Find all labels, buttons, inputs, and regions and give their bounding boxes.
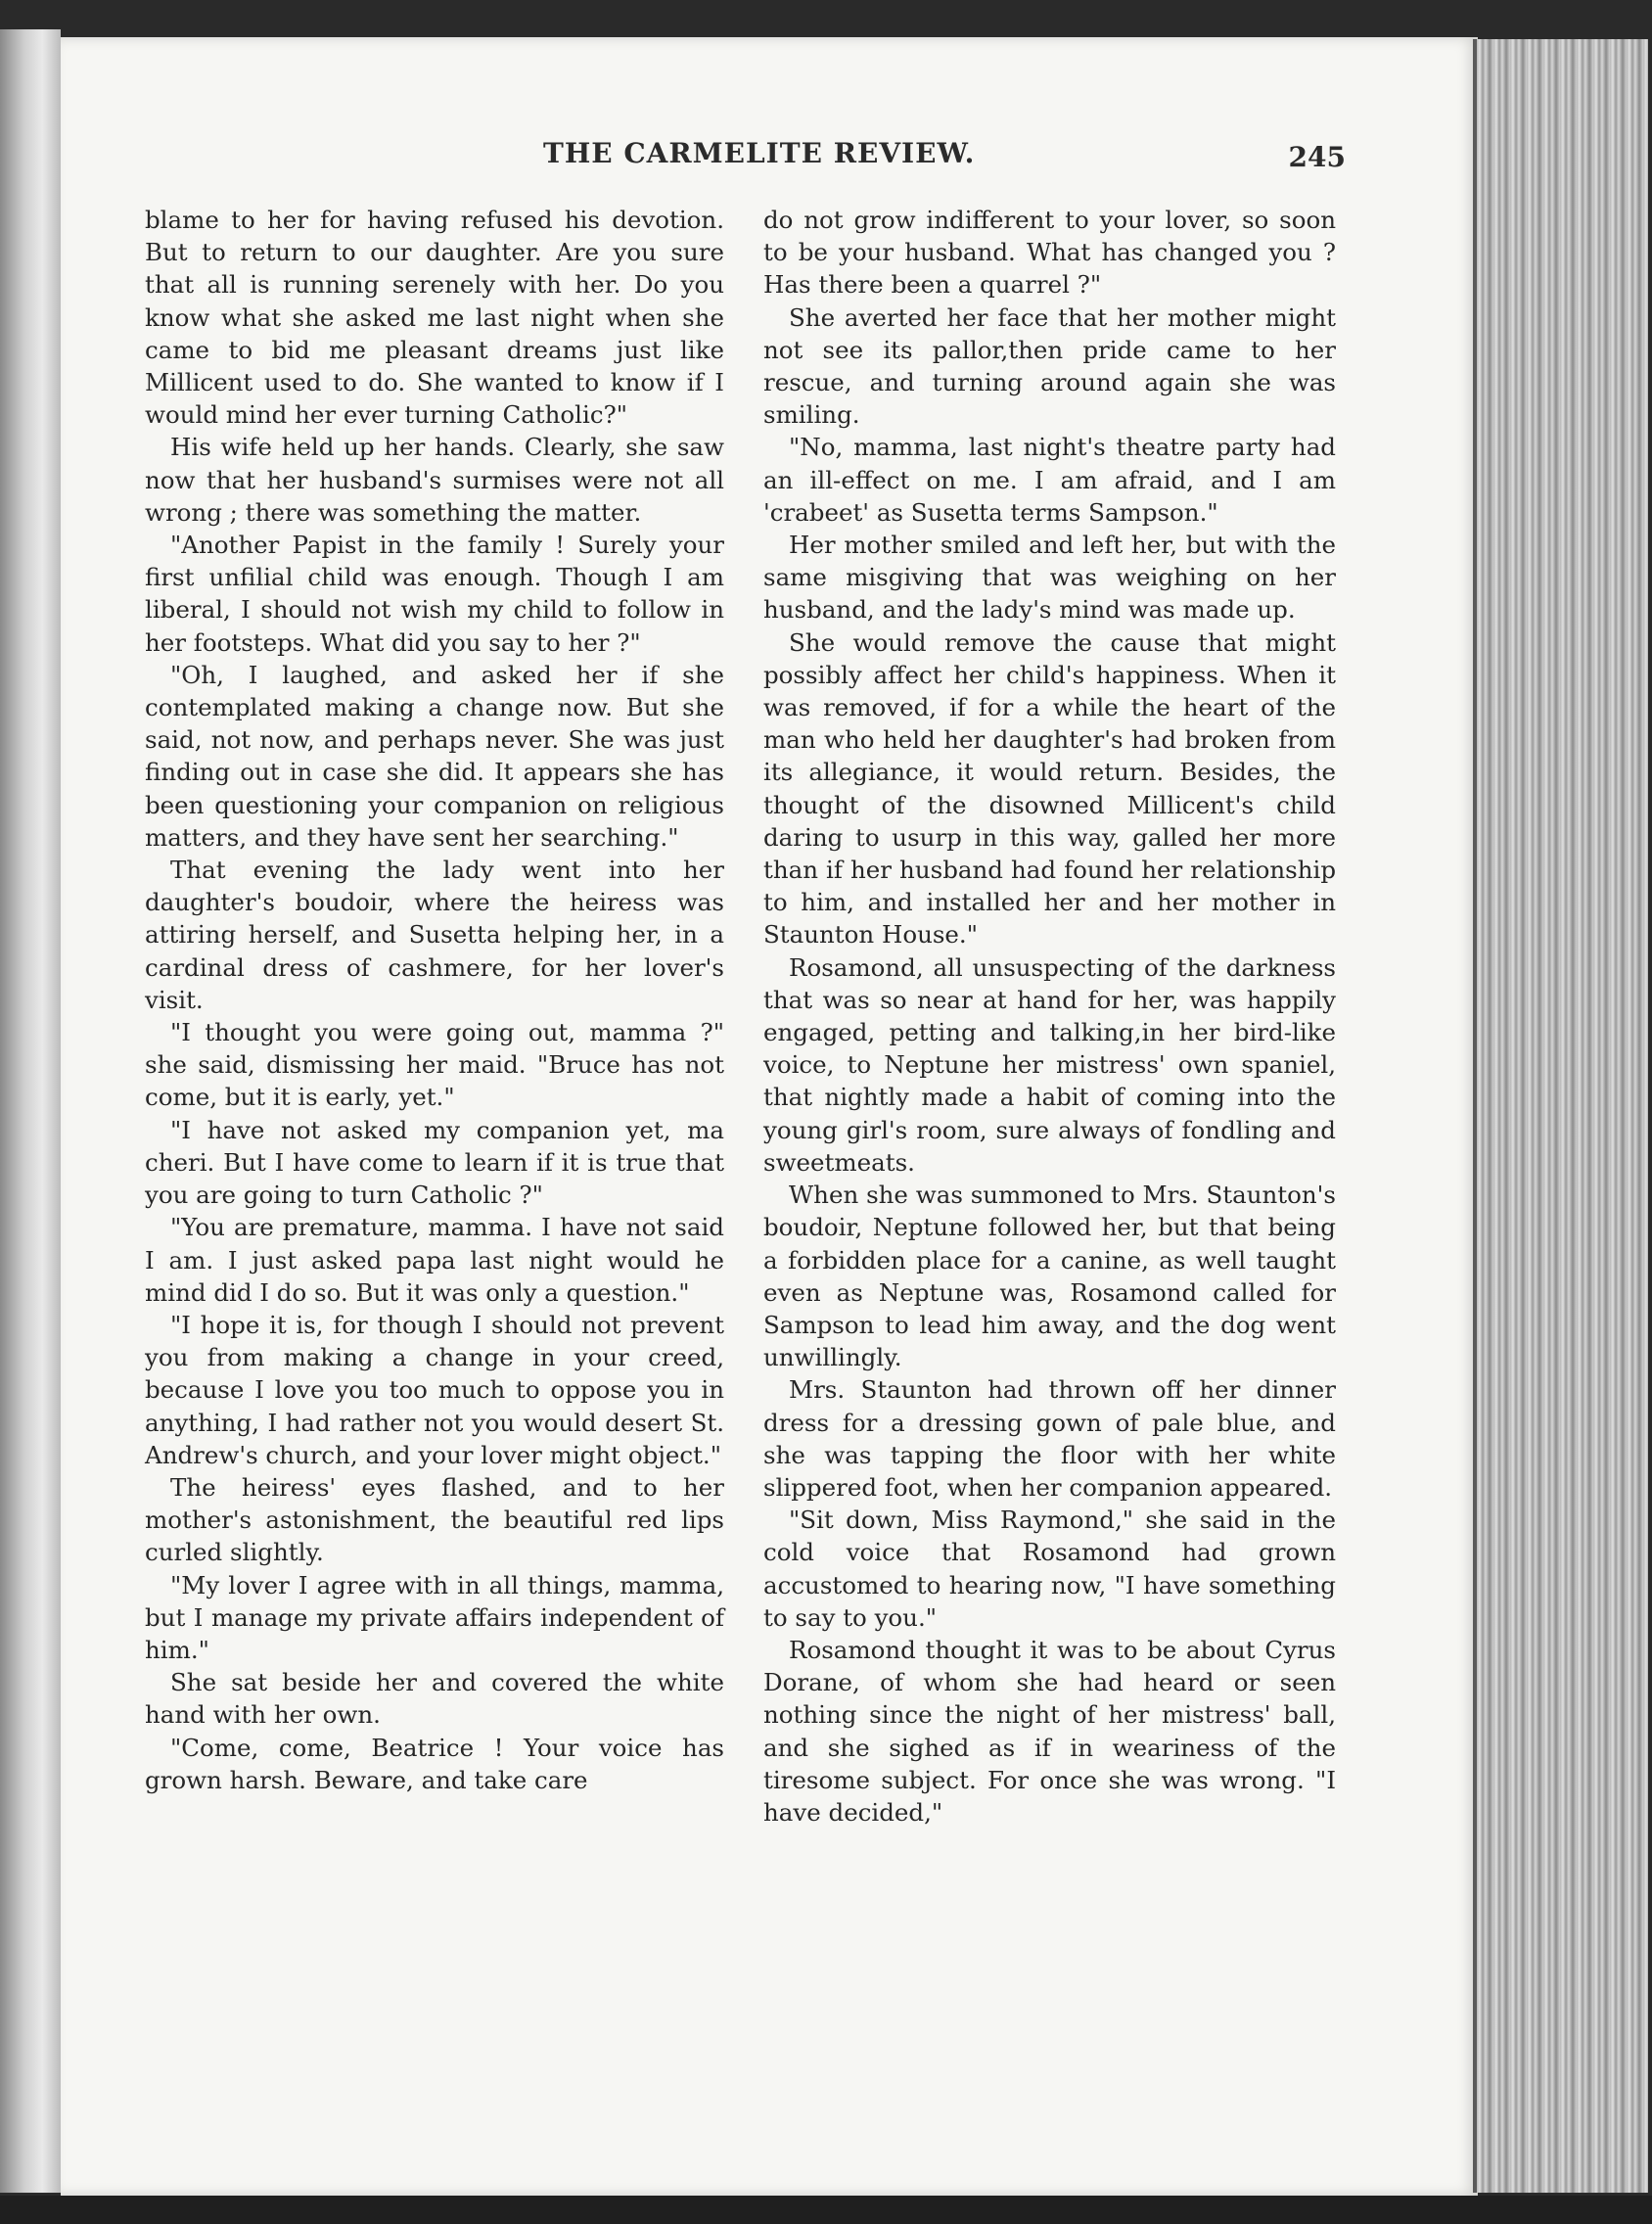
paragraph: Rosamond, all unsuspecting of the darkness that was so near at hand for her, was happily engaged, petting and talking,in her bird-like voice, to Neptune her mistress' own spaniel, that nightly made a habit of coming into the young girl's room, sure always of fondling and sweetmeats. (763, 952, 1336, 1177)
page-number: 245 (1288, 141, 1346, 173)
left-text-column (145, 204, 724, 2083)
paragraph: She sat beside her and covered the white hand with her own. (145, 1668, 724, 1730)
paragraph: do not grow indifferent to your lover, so soon to be your husband. What has changed you ? Has there been a quarrel ?" (763, 206, 1336, 300)
paragraph: "I have not asked my companion yet, ma cheri. But I have come to learn if it is true that you are going to turn Catholic ?" (145, 1115, 724, 1210)
paragraph: "I hope it is, for though I should not prevent you from making a change in your creed, because I love you too much to oppose you in anything, I had rather not you would desert St. Andrew's church, and your lover might object." (145, 1310, 724, 1469)
paragraph: "Sit down, Miss Raymond," she said in the cold voice that Rosamond had grown accustomed to hearing now, "I have something to say to you." (763, 1506, 1336, 1632)
journal-title: THE CARMELITE REVIEW. (543, 137, 976, 169)
paragraph: That evening the lady went into her daughter's boudoir, where the heiress was attiring herself, and Susetta helping her, in a cardinal dress of cashmere, for her lover's visit. (145, 856, 724, 1014)
paragraph: She would remove the cause that might possibly affect her child's happiness. When it was removed, if for a while the heart of the man who held her daughter's had broken from its allegiance, it would return. Besides, the thought of the disowned Millicent's child daring to usurp in this way, galled her more than if her husband had found her relationship to him, and installed her and her mother in Staunton House." (763, 627, 1336, 950)
paragraph: The heiress' eyes flashed, and to her mother's astonishment, the beautiful red lips curled slightly. (145, 1472, 724, 1567)
adjacent-page-edge (0, 29, 61, 2193)
paragraph: His wife held up her hands. Clearly, she saw now that her husband's surmises were not all wrong ; there was something the matter. (145, 433, 724, 527)
right-text-column (763, 204, 1336, 2083)
paragraph: Mrs. Staunton had thrown off her dinner dress for a dressing gown of pale blue, and she was tapping the floor with her white slippered foot, when her companion appeared. (763, 1375, 1336, 1502)
paragraph: She averted her face that her mother might not see its pallor,then pride came to her rescue, and turning around again she was smiling. (763, 302, 1336, 430)
paragraph: "No, mamma, last night's theatre party had an ill-effect on me. I am afraid, and I am 'crabeet' as Susetta terms Sampson." (763, 433, 1336, 527)
paragraph: Her mother smiled and left her, but with the same misgiving that was weighing on her husband, and the lady's mind was made up. (763, 531, 1336, 625)
paragraph: Rosamond thought it was to be about Cyrus Dorane, of whom she had heard or seen nothing since the night of her mistress' ball, and she sighed as if in weariness of the tiresome subject. For once she was wrong. "I have decided," (763, 1635, 1336, 1827)
paragraph: "I thought you were going out, mamma ?" she said, dismissing her maid. "Bruce has not come, but it is early, yet." (145, 1018, 724, 1112)
scan-border (0, 2196, 1652, 2224)
paragraph: When she was summoned to Mrs. Staunton's boudoir, Neptune followed her, but that being a forbidden place for a canine, as well taught even as Neptune was, Rosamond called for Sampson to lead him away, and the dog went unwillingly. (763, 1181, 1336, 1372)
paragraph: "You are premature, mamma. I have not said I am. I just asked papa last night would he mind did I do so. But it was only a question." (145, 1213, 724, 1307)
paragraph: blame to her for having refused his devotion. But to return to our daughter. Are you sure that all is running serenely with her. Do you know what she asked me last night when she came to bid me pleasant dreams just like Millicent used to do. She wanted to know if I would mind her ever turning Catholic?" (145, 206, 724, 430)
running-header (196, 137, 1346, 186)
paragraph: "Come, come, Beatrice ! Your voice has grown harsh. Beware, and take care (145, 1733, 724, 1794)
paragraph: "My lover I agree with in all things, mamma, but I manage my private affairs independent of him." (145, 1570, 724, 1664)
paragraph: "Oh, I laughed, and asked her if she contemplated making a change now. But she said, not now, and perhaps never. She was just finding out in case she did. It appears she has been questioning your companion on religious matters, and they have sent her searching." (145, 660, 724, 852)
page-stack-edge (1473, 39, 1648, 2193)
paragraph: "Another Papist in the family ! Surely your first unfilial child was enough. Though I am liberal, I should not wish my child to follow in her footsteps. What did you say to her ?" (145, 531, 724, 657)
